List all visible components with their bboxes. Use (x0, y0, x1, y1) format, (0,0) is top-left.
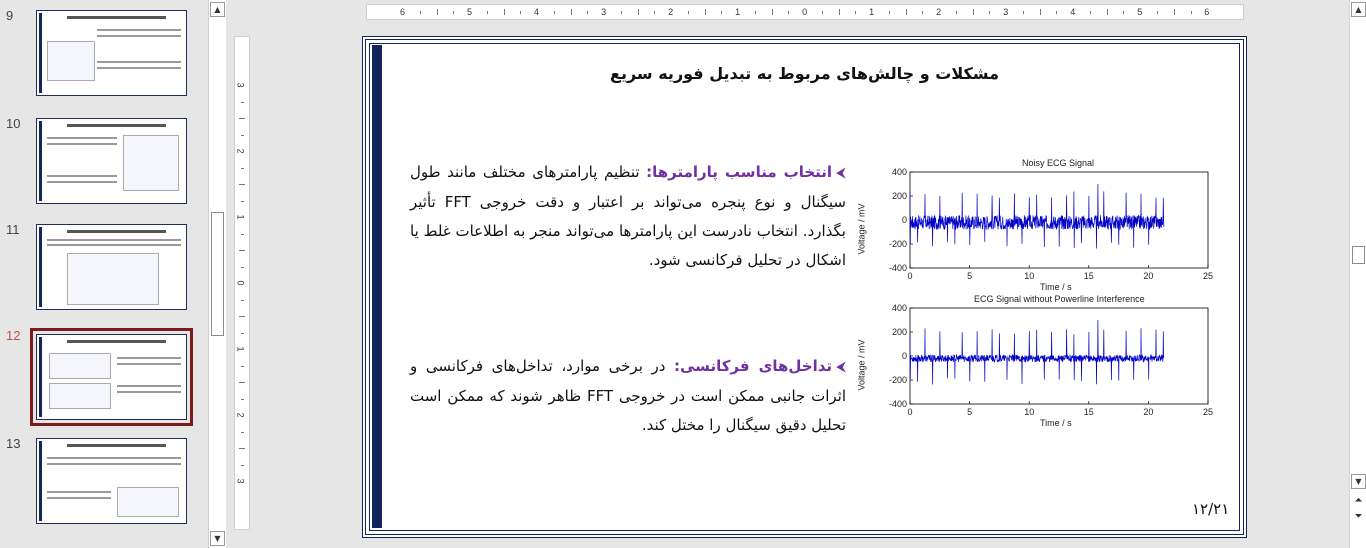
ruler-label: 2 (235, 148, 246, 154)
ruler-tick (241, 432, 244, 433)
filtered-ecg-plot[interactable] (856, 294, 1216, 428)
ruler-label: 5 (467, 7, 473, 17)
ruler-tick (1040, 9, 1041, 15)
thumbnail-number: 10 (6, 116, 21, 131)
ruler-tick (839, 9, 840, 15)
scroll-thumb[interactable] (1352, 246, 1365, 264)
ruler-tick (571, 9, 572, 15)
y-tick-label: 0 (901, 351, 907, 361)
bullet-keyword: تداخل‌های فرکانسی: (674, 357, 833, 375)
ruler-tick (1107, 9, 1108, 15)
x-tick-label: 0 (907, 407, 913, 417)
ruler-tick (554, 11, 555, 14)
ruler-tick (654, 11, 655, 14)
x-tick-label: 25 (1202, 407, 1214, 417)
x-axis-label: Time / s (1040, 418, 1072, 428)
ruler-tick (241, 135, 244, 136)
ruler-tick (239, 118, 245, 119)
ruler-label: 1 (235, 346, 246, 352)
bullet-interference[interactable] (410, 352, 846, 440)
ruler-tick (239, 250, 245, 251)
editor-scrollbar[interactable] (1349, 0, 1366, 548)
ruler-tick (772, 9, 773, 15)
ruler-tick (638, 9, 639, 15)
x-axis-label: Time / s (1040, 282, 1072, 292)
scroll-down-arrow[interactable]: ▼ (210, 531, 225, 546)
chevron-bullet-icon: ⮜ (836, 359, 847, 375)
ruler-tick (241, 201, 244, 202)
ruler-tick (906, 9, 907, 15)
ruler-label: 1 (735, 7, 741, 17)
thumbnail-number: 11 (6, 222, 20, 237)
ruler-label: 6 (1204, 7, 1210, 17)
ruler-tick (453, 11, 454, 14)
ruler-tick (241, 267, 244, 268)
ruler-tick (855, 11, 856, 14)
ruler-tick (705, 9, 706, 15)
y-tick-label: 200 (891, 191, 907, 201)
scroll-up-arrow[interactable]: ▲ (1351, 2, 1366, 17)
x-tick-label: 0 (907, 271, 913, 281)
ruler-tick (1090, 11, 1091, 14)
y-axis-label: Voltage / mV (856, 339, 867, 391)
x-tick-label: 10 (1024, 271, 1035, 281)
slide-thumbnail-12[interactable] (36, 334, 187, 420)
ruler-tick (487, 11, 488, 14)
x-tick-label: 5 (967, 407, 973, 417)
ruler-tick (241, 465, 244, 466)
bullet-text: در برخی موارد، تداخل‌های فرکانسی و اثرات جانبی ممکن است در خروجی FFT ظاهر شوند که ممکن است تحلیل دقیق سیگنال را مختل کند. (410, 357, 846, 434)
ruler-label: 3 (601, 7, 607, 17)
ruler-tick (241, 399, 244, 400)
ruler-tick (420, 11, 421, 14)
y-tick-label: 400 (891, 167, 907, 177)
y-tick-label: -200 (888, 375, 907, 385)
slide-thumbnail-pane (0, 0, 208, 548)
ruler-tick (241, 333, 244, 334)
ruler-tick (437, 9, 438, 15)
ruler-label: 3 (235, 82, 246, 88)
plot-canvas (866, 158, 1216, 288)
previous-slide-icon[interactable]: ⏶ (1351, 494, 1366, 509)
ruler-tick (822, 11, 823, 14)
x-tick-label: 10 (1024, 407, 1035, 417)
bullet-keyword: انتخاب مناسب پارامترها: (646, 163, 833, 181)
ruler-tick (1174, 9, 1175, 15)
ruler-tick (621, 11, 622, 14)
bullet-text: تنظیم پارامترهای مختلف مانند طول سیگنال و نوع پنجره می‌تواند بر اعتبار و دقت خروجی FFT تأثیر بگذارد. انتخاب نادرست این پارامترها می‌تواند منجر به اطلاعات غلط یا اشکال در تحلیل فرکانسی شود. (410, 163, 846, 269)
ruler-label: 2 (235, 412, 246, 418)
scroll-thumb[interactable] (211, 212, 224, 336)
noisy-ecg-plot[interactable] (856, 158, 1216, 292)
y-tick-label: -400 (888, 399, 907, 409)
slide-thumbnail-11[interactable] (36, 224, 187, 310)
thumbnail-number: 12 (6, 328, 21, 343)
chevron-bullet-icon: ⮜ (836, 165, 846, 181)
ruler-tick (721, 11, 722, 14)
slide-thumbnail-13[interactable] (36, 438, 187, 524)
ruler-tick (239, 184, 245, 185)
ruler-tick (1123, 11, 1124, 14)
ruler-label: 5 (1137, 7, 1143, 17)
ruler-label: 3 (235, 478, 246, 484)
ruler-tick (688, 11, 689, 14)
ruler-label: 4 (1070, 7, 1076, 17)
next-slide-icon[interactable]: ⏷ (1351, 510, 1366, 525)
ruler-tick (989, 11, 990, 14)
horizontal-ruler (366, 4, 1244, 20)
ruler-label: 6 (400, 7, 406, 17)
slide-thumbnail-9[interactable] (36, 10, 187, 96)
slide-canvas[interactable] (362, 36, 1247, 538)
slide-thumbnail-10[interactable] (36, 118, 187, 204)
ruler-label: 1 (235, 214, 246, 220)
thumbnail-scrollbar[interactable] (208, 0, 226, 548)
ruler-tick (241, 300, 244, 301)
ruler-label: 2 (668, 7, 674, 17)
ruler-tick (973, 9, 974, 15)
ruler-tick (241, 234, 244, 235)
plot-title: ECG Signal without Powerline Interference (974, 294, 1145, 304)
ruler-tick (239, 316, 245, 317)
vertical-ruler (234, 36, 250, 530)
ruler-label: 4 (534, 7, 540, 17)
ruler-tick (1191, 11, 1192, 14)
slide-title[interactable]: مشکلات و چالش‌های مربوط به تبدیل فوریه سریع (610, 64, 999, 83)
ruler-label: 2 (936, 7, 942, 17)
y-tick-label: -400 (888, 263, 907, 273)
ruler-tick (241, 102, 244, 103)
ruler-label: 1 (869, 7, 875, 17)
ruler-tick (241, 366, 244, 367)
x-tick-label: 20 (1143, 271, 1154, 281)
ruler-tick (1157, 11, 1158, 14)
y-tick-label: 400 (891, 303, 907, 313)
bullet-parameters[interactable] (410, 158, 846, 275)
ruler-tick (239, 448, 245, 449)
ruler-tick (889, 11, 890, 14)
y-tick-label: 0 (901, 215, 907, 225)
x-tick-label: 15 (1083, 407, 1094, 417)
ruler-label: 3 (1003, 7, 1009, 17)
scroll-up-arrow[interactable]: ▲ (210, 2, 225, 17)
ruler-label: 0 (235, 280, 246, 286)
scroll-down-arrow[interactable]: ▼ (1351, 474, 1366, 489)
ruler-tick (1056, 11, 1057, 14)
slide-page-number: ۱۲/۲۱ (1192, 500, 1230, 518)
plot-title: Noisy ECG Signal (1022, 158, 1095, 168)
ruler-tick (520, 11, 521, 14)
x-tick-label: 20 (1143, 407, 1154, 417)
ruler-tick (239, 382, 245, 383)
plot-canvas (866, 294, 1216, 424)
ruler-tick (241, 168, 244, 169)
ruler-tick (504, 9, 505, 15)
y-tick-label: -200 (888, 239, 907, 249)
x-tick-label: 5 (967, 271, 973, 281)
ruler-tick (788, 11, 789, 14)
thumbnail-number: 9 (6, 8, 14, 23)
y-axis-label: Voltage / mV (856, 203, 867, 255)
ruler-tick (922, 11, 923, 14)
ruler-tick (1023, 11, 1024, 14)
x-tick-label: 15 (1083, 271, 1094, 281)
slide-accent-bar (372, 45, 382, 528)
thumbnail-number: 13 (6, 436, 21, 451)
y-tick-label: 200 (891, 327, 907, 337)
ruler-tick (755, 11, 756, 14)
x-tick-label: 25 (1202, 271, 1214, 281)
ruler-tick (587, 11, 588, 14)
ruler-label: 0 (802, 7, 808, 17)
ruler-tick (956, 11, 957, 14)
